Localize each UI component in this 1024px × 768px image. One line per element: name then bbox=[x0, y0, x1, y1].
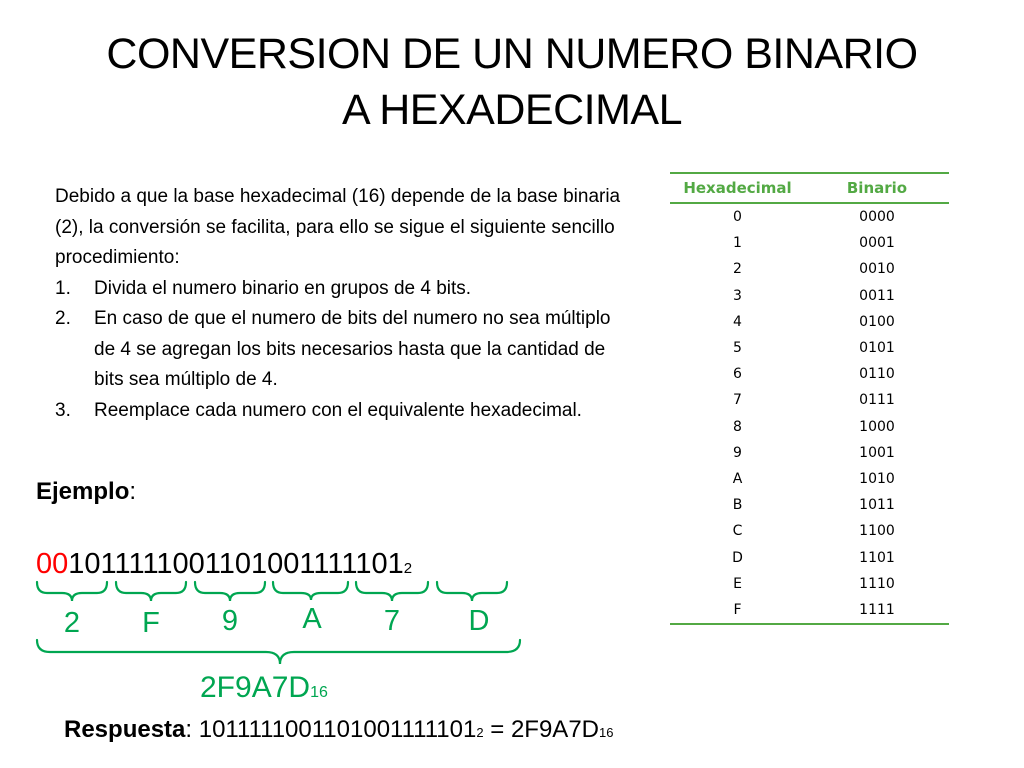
binary-cell: 1101 bbox=[859, 549, 895, 566]
answer-line bbox=[64, 714, 613, 749]
binary-cell: 0000 bbox=[859, 209, 895, 226]
hex-cell: 9 bbox=[733, 444, 742, 461]
hex-cell: D bbox=[732, 549, 743, 566]
answer-hex-base: 16 bbox=[599, 725, 614, 740]
brace-group-6 bbox=[437, 582, 507, 601]
hex-digit: 2 bbox=[63, 607, 81, 639]
binary-cell: 0010 bbox=[859, 261, 895, 278]
hex-digit: D bbox=[468, 605, 490, 637]
answer-colon: : bbox=[185, 716, 193, 743]
hex-cell: C bbox=[732, 523, 743, 540]
binary-base-subscript: 2 bbox=[403, 560, 413, 577]
step-text: En caso de que el numero de bits del numero no sea múltiplo de 4 se agregan los bits necesarios hasta que la cantidad de bits sea múltiplo de 4. bbox=[94, 308, 611, 390]
hex-cell: B bbox=[732, 497, 743, 514]
hex-cell: 0 bbox=[733, 209, 742, 226]
answer-binary-base: 2 bbox=[476, 725, 484, 740]
step-number: 2. bbox=[55, 308, 71, 329]
brace-group-4 bbox=[273, 582, 348, 600]
binary-cell: 0100 bbox=[859, 313, 895, 330]
hex-cell: 2 bbox=[733, 261, 742, 278]
binary-cell: 1111 bbox=[805, 597, 949, 624]
step-text: Divida el numero binario en grupos de 4 bits. bbox=[94, 277, 472, 299]
hex-result-base: 16 bbox=[310, 684, 328, 701]
header-hexadecimal: Hexadecimal bbox=[670, 173, 805, 203]
binary-cell: 0011 bbox=[859, 287, 895, 304]
brace-group-2 bbox=[116, 582, 186, 601]
binary-cell: 1010 bbox=[859, 470, 895, 487]
brace-group-5 bbox=[356, 582, 428, 601]
hex-cell: 6 bbox=[733, 366, 742, 383]
binary-cell: 1001 bbox=[859, 444, 895, 461]
header-binario: Binario bbox=[805, 173, 949, 203]
hex-digit: 9 bbox=[221, 605, 239, 637]
title-line-2: A HEXADECIMAL bbox=[342, 86, 682, 134]
hex-digit: 7 bbox=[383, 605, 401, 637]
answer-label: Respuesta bbox=[64, 716, 186, 743]
answer-hex: 2F9A7D bbox=[510, 716, 599, 743]
hex-cell: 4 bbox=[733, 313, 742, 330]
binary-digits: 1011111001101001111101 bbox=[68, 548, 404, 580]
hex-cell: 7 bbox=[733, 392, 742, 409]
step-number: 3. bbox=[55, 399, 71, 421]
example-label-text: Ejemplo bbox=[36, 478, 130, 505]
hex-digit: F bbox=[142, 607, 160, 639]
hex-cell: 1 bbox=[733, 235, 742, 252]
binary-cell: 1000 bbox=[859, 418, 895, 435]
intro-paragraph: Debido a que la base hexadecimal (16) depende de la base binaria (2), la conversión se facilita, para ello se sigue el siguiente sencillo procedimiento: bbox=[55, 186, 621, 268]
hex-cell: A bbox=[732, 470, 743, 487]
brace-group-1 bbox=[37, 582, 107, 601]
hex-cell: 8 bbox=[733, 418, 742, 435]
step-text: Reemplace cada numero con el equivalente hexadecimal. bbox=[94, 399, 582, 421]
example-label-colon: : bbox=[129, 478, 137, 505]
padding-bits: 00 bbox=[36, 548, 69, 580]
brace-group-3 bbox=[195, 582, 265, 601]
hex-cell: E bbox=[733, 575, 742, 592]
binary-cell: 1110 bbox=[859, 575, 895, 592]
hex-cell: F bbox=[670, 597, 805, 624]
binary-cell: 0001 bbox=[859, 235, 895, 252]
binary-cell: 0111 bbox=[859, 392, 895, 409]
brace-total bbox=[37, 640, 520, 664]
hex-result bbox=[200, 670, 328, 711]
binary-cell: 0101 bbox=[859, 340, 895, 357]
binary-cell: 1100 bbox=[859, 523, 895, 540]
title-line-1: CONVERSION DE UN NUMERO BINARIO bbox=[106, 30, 918, 78]
binary-cell: 0110 bbox=[859, 366, 895, 383]
answer-binary: 1011111001101001111101 bbox=[198, 716, 477, 743]
hex-digit: A bbox=[302, 603, 322, 635]
hex-cell: 5 bbox=[733, 340, 742, 357]
answer-equals: = bbox=[490, 716, 505, 743]
hex-result-value: 2F9A7D bbox=[200, 671, 311, 704]
hex-cell: 3 bbox=[733, 287, 742, 304]
step-number: 1. bbox=[55, 277, 71, 299]
binary-cell: 1011 bbox=[859, 497, 895, 514]
